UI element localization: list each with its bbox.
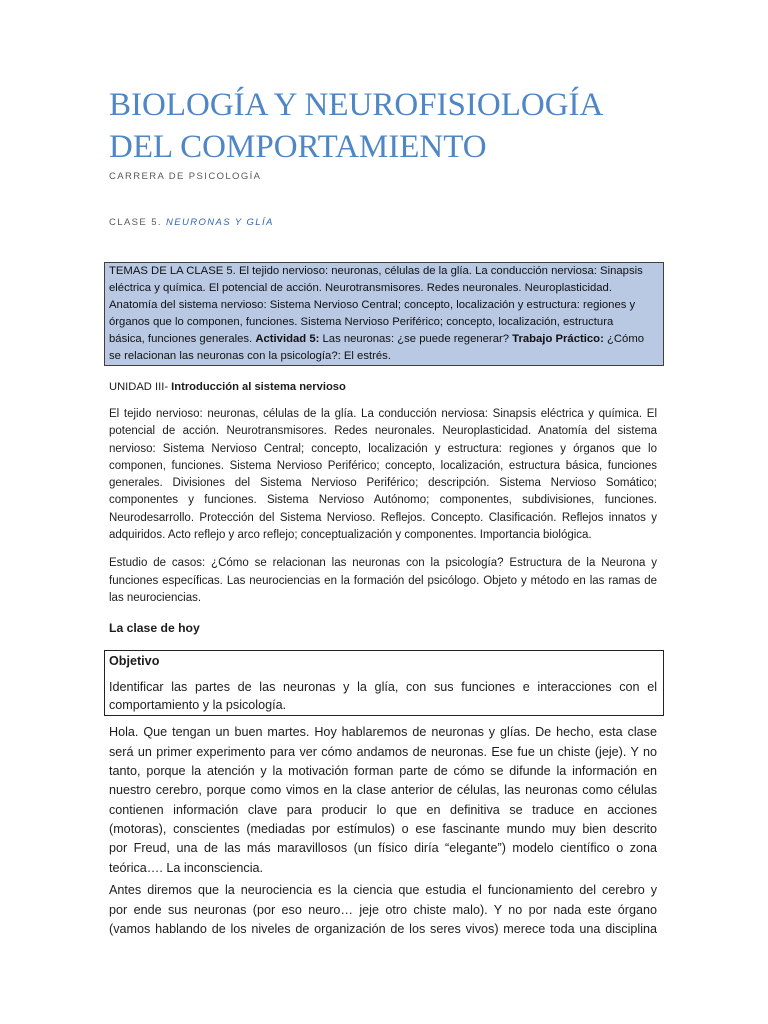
syllabus-line: componentes y funciones. Sistema Nervioso Autónomo; componentes, subdivisiones, funciones. (109, 494, 657, 507)
topics-line: órganos que lo componen, funciones. Sistema Nervioso Periférico; concepto, localización, estructura (109, 316, 614, 328)
case-study-line: las neurociencias. (109, 592, 202, 604)
section-heading: La clase de hoy (109, 621, 200, 635)
text-span: básica, funciones generales. (109, 333, 256, 345)
syllabus-line: adquiridos. Acto reflejo y arco reflejo; conceptualización y componentes. Importancia biológica. (109, 529, 592, 542)
intro-line: tanto, porque la atención y la motivación forman parte de cómo se difunde la información en (109, 763, 657, 778)
title-line: BIOLOGÍA Y NEUROFISIOLOGÍA (109, 87, 604, 123)
class-number: CLASE 5. (109, 217, 162, 228)
intro-line: Hola. Que tengan un buen martes. Hoy hablaremos de neuronas y glías. De hecho, esta clase (109, 725, 657, 740)
case-study-line: funciones específicas. Las neurociencias en la formación del psicólogo. Objeto y método en las ramas de (109, 574, 657, 587)
intro-line: nuestro cerebro, porque como vimos en la clase anterior de células, las neuronas como células (109, 783, 657, 798)
text-span: ¿Cómo (603, 333, 645, 345)
emphasis-label: Actividad 5: (255, 333, 320, 345)
objective-line: comportamiento y la psicología. (109, 698, 287, 712)
case-study-paragraph (109, 555, 657, 608)
intro-line: por Freud, una de las más maravillosos (un físico diría “elegante”) modelo científico o zona (109, 841, 657, 856)
objective-box (104, 650, 664, 716)
syllabus-line: El tejido nervioso: neuronas, células de la glía. La conducción nerviosa: Sinapsis eléctrica y química. El (109, 408, 657, 420)
syllabus-line: Neurodesarrollo. Protección del Sistema Nervioso. Reflejos. Concepto. Clasificación. Reflejos innatos y (109, 511, 657, 524)
objective-label: Objetivo (109, 654, 160, 668)
intro-line: teórica…. La inconsciencia. (109, 860, 264, 875)
neuroscience-line: por ende sus neuronas (por eso neuro… jeje otro chiste malo). Y no por nada este órgano (109, 902, 657, 917)
document-subtitle: CARRERA DE PSICOLOGÍA (109, 171, 262, 182)
emphasis-label: Trabajo Práctico: (512, 333, 604, 345)
class-topic: NEURONAS Y GLÍA (165, 217, 274, 228)
class-heading (109, 217, 274, 229)
document-title (109, 84, 603, 168)
topics-line: Anatomía del sistema nervioso: Sistema Nervioso Central; concepto, localización y estructura: regiones y (109, 299, 636, 311)
unit-number: UNIDAD III- (109, 381, 169, 393)
intro-line: será un primer experimento para ver cómo andamos de neuronas. Ese fue un chiste (jeje). Y no (109, 744, 657, 759)
intro-line: (motoras), conscientes (mediadas por estímulos) o ese fascinante mundo muy bien descrito (109, 822, 657, 837)
objective-line: Identificar las partes de las neuronas y la glía, con sus funciones e interacciones con el (109, 680, 657, 694)
topics-line (109, 331, 657, 348)
syllabus-line: nervioso: Sistema Nervioso Central; concepto, localización y estructura: regiones y órganos que lo (109, 442, 657, 455)
title-line: DEL COMPORTAMIENTO (109, 129, 487, 165)
syllabus-line: generales. Divisiones del Sistema Nervioso Periférico; descripción. Sistema Nervioso Somático; (109, 477, 657, 490)
syllabus-line: componen, funciones. Sistema Nervioso Periférico; concepto, localización, estructura básica, funciones (109, 459, 657, 472)
topics-line: eléctrica y química. El potencial de acción. Neurotransmisores. Redes neuronales. Neuroplasticidad. (109, 282, 612, 294)
intro-line: contienen información clave para producir lo que en definitiva se traduce en acciones (109, 802, 657, 817)
unit-heading (109, 380, 346, 394)
text-span: Las neuronas: ¿se puede regenerar? (319, 333, 513, 345)
unit-title: Introducción al sistema nervioso (171, 381, 346, 393)
class-topics-box (104, 262, 664, 366)
intro-paragraph (109, 723, 657, 878)
case-study-line: Estudio de casos: ¿Cómo se relacionan las neuronas con la psicología? Estructura de la Neurona y (109, 557, 657, 569)
neuroscience-line: Antes diremos que la neurociencia es la ciencia que estudia el funcionamiento del cerebro y (109, 883, 657, 898)
topics-line: se relacionan las neuronas con la psicología?: El estrés. (109, 350, 391, 362)
neuroscience-line: (vamos hablando de los niveles de organización de los seres vivos) merece toda una disciplina (109, 922, 657, 937)
syllabus-line: potencial de acción. Neurotransmisores. Redes neuronales. Neuroplasticidad. Anatomía del sistema (109, 425, 657, 438)
topics-line: TEMAS DE LA CLASE 5. El tejido nervioso: neuronas, células de la glía. La conducción nerviosa: Sinapsis (109, 265, 643, 277)
unit-syllabus-paragraph (109, 406, 657, 544)
objective-text (109, 678, 657, 714)
neuroscience-paragraph (109, 881, 657, 940)
